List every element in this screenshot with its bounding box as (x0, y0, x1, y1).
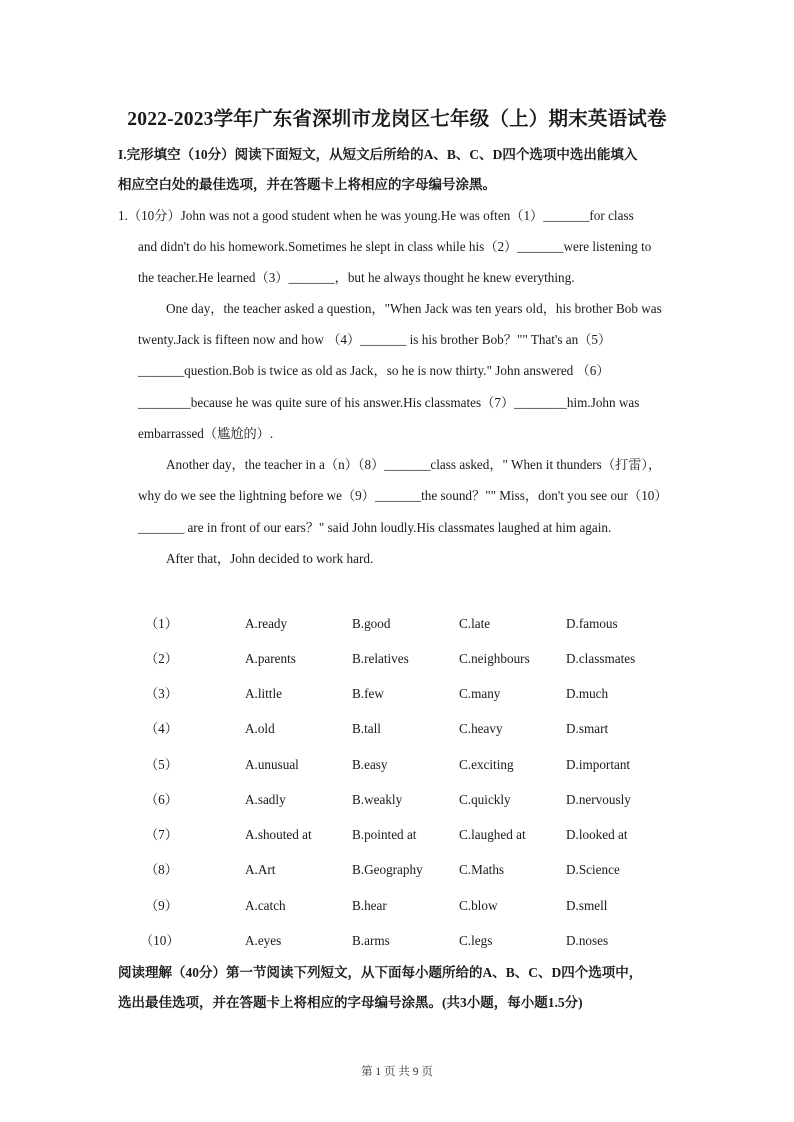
option-c: C.Maths (459, 862, 505, 877)
section-reading-instructions (118, 958, 718, 1018)
instruction-line: 选出最佳选项，并在答题卡上将相应的字母编号涂黑。(共3小题，每小题1.5分) (118, 995, 583, 1010)
option-row (0, 825, 794, 845)
option-c: C.many (459, 686, 501, 701)
question-number: （9） (145, 898, 178, 913)
passage-line: ________because he was quite sure of his answer.His classmates（7）________him.John was (138, 395, 640, 410)
passage-line: and didn't do his homework.Sometimes he slept in class while his（2）_______were listening to (138, 239, 652, 254)
option-row (0, 684, 794, 704)
option-b: B.good (352, 616, 391, 631)
question-number: （1） (145, 616, 178, 631)
option-b: B.pointed at (352, 827, 417, 842)
option-a: A.eyes (245, 933, 282, 948)
option-d: D.nervously (566, 792, 631, 807)
passage-line: Another day，the teacher in a（n）（8）_______class asked，" When it thunders（打雷）， (166, 457, 662, 472)
option-d: D.smell (566, 898, 608, 913)
page-title: 2022-2023学年广东省深圳市龙岗区七年级（上）期末英语试卷 (127, 109, 667, 130)
question-number: （3） (145, 686, 178, 701)
option-d: D.noses (566, 933, 609, 948)
passage-line: the teacher.He learned（3）_______，but he always thought he knew everything. (138, 270, 575, 285)
option-c: C.blow (459, 898, 498, 913)
option-d: D.Science (566, 862, 620, 877)
passage-line: _______question.Bob is twice as old as Jack，so he is now thirty." John answered （6） (138, 363, 610, 378)
passage-line: embarrassed（尴尬的）. (138, 426, 274, 441)
option-d: D.looked at (566, 827, 628, 842)
option-row (0, 860, 794, 880)
option-a: A.catch (245, 898, 286, 913)
option-row (0, 755, 794, 775)
instruction-line: I.完形填空（10分）阅读下面短文，从短文后所给的A、B、C、D四个选项中选出能填入 (118, 147, 638, 162)
option-row (0, 649, 794, 669)
page-footer: 第 1 页 共 9 页 (361, 1066, 433, 1078)
option-c: C.neighbours (459, 651, 530, 666)
section-cloze-instructions (118, 140, 688, 200)
option-d: D.classmates (566, 651, 636, 666)
option-row (0, 719, 794, 739)
passage-line: One day，the teacher asked a question，"When Jack was ten years old，his brother Bob was (166, 301, 662, 316)
option-a: A.unusual (245, 757, 299, 772)
question-number: （2） (145, 651, 178, 666)
option-c: C.laughed at (459, 827, 526, 842)
option-b: B.hear (352, 898, 387, 913)
option-c: C.late (459, 616, 491, 631)
option-b: B.weakly (352, 792, 403, 807)
option-d: D.famous (566, 616, 618, 631)
question-number: （4） (145, 721, 178, 736)
option-b: B.arms (352, 933, 390, 948)
option-row (0, 790, 794, 810)
passage-line: After that，John decided to work hard. (166, 551, 374, 566)
option-b: B.relatives (352, 651, 409, 666)
option-d: D.much (566, 686, 609, 701)
instruction-line: 阅读理解（40分）第一节阅读下列短文，从下面每小题所给的A、B、C、D四个选项中， (118, 965, 643, 980)
option-c: C.exciting (459, 757, 514, 772)
option-a: A.parents (245, 651, 296, 666)
question-number: （10） (140, 933, 180, 948)
question-number: （7） (145, 827, 178, 842)
option-a: A.old (245, 721, 275, 736)
passage-line: twenty.Jack is fifteen now and how （4）_______ is his brother Bob？"" That's an（5） (138, 332, 612, 347)
option-c: C.heavy (459, 721, 503, 736)
option-b: B.few (352, 686, 384, 701)
instruction-line: 相应空白处的最佳选项，并在答题卡上将相应的字母编号涂黑。 (118, 177, 496, 192)
question-number: （8） (145, 862, 178, 877)
option-c: C.legs (459, 933, 493, 948)
option-b: B.tall (352, 721, 381, 736)
option-a: A.shouted at (245, 827, 312, 842)
option-a: A.Art (245, 862, 276, 877)
option-d: D.important (566, 757, 631, 772)
question-number: （6） (145, 792, 178, 807)
question-number: （5） (145, 757, 178, 772)
passage-line: 1.（10分）John was not a good student when he was young.He was often（1）_______for class (118, 208, 634, 223)
option-a: A.little (245, 686, 282, 701)
passage-line: _______ are in front of our ears？" said John loudly.His classmates laughed at him again. (138, 520, 612, 535)
option-row (0, 614, 794, 634)
option-a: A.ready (245, 616, 288, 631)
option-b: B.Geography (352, 862, 423, 877)
option-row (0, 931, 794, 951)
option-d: D.smart (566, 721, 609, 736)
option-b: B.easy (352, 757, 388, 772)
option-row (0, 896, 794, 916)
passage-line: why do we see the lightning before we（9）_______the sound？"" Miss，don't you see our（10） (138, 488, 668, 503)
option-c: C.quickly (459, 792, 511, 807)
option-a: A.sadly (245, 792, 286, 807)
